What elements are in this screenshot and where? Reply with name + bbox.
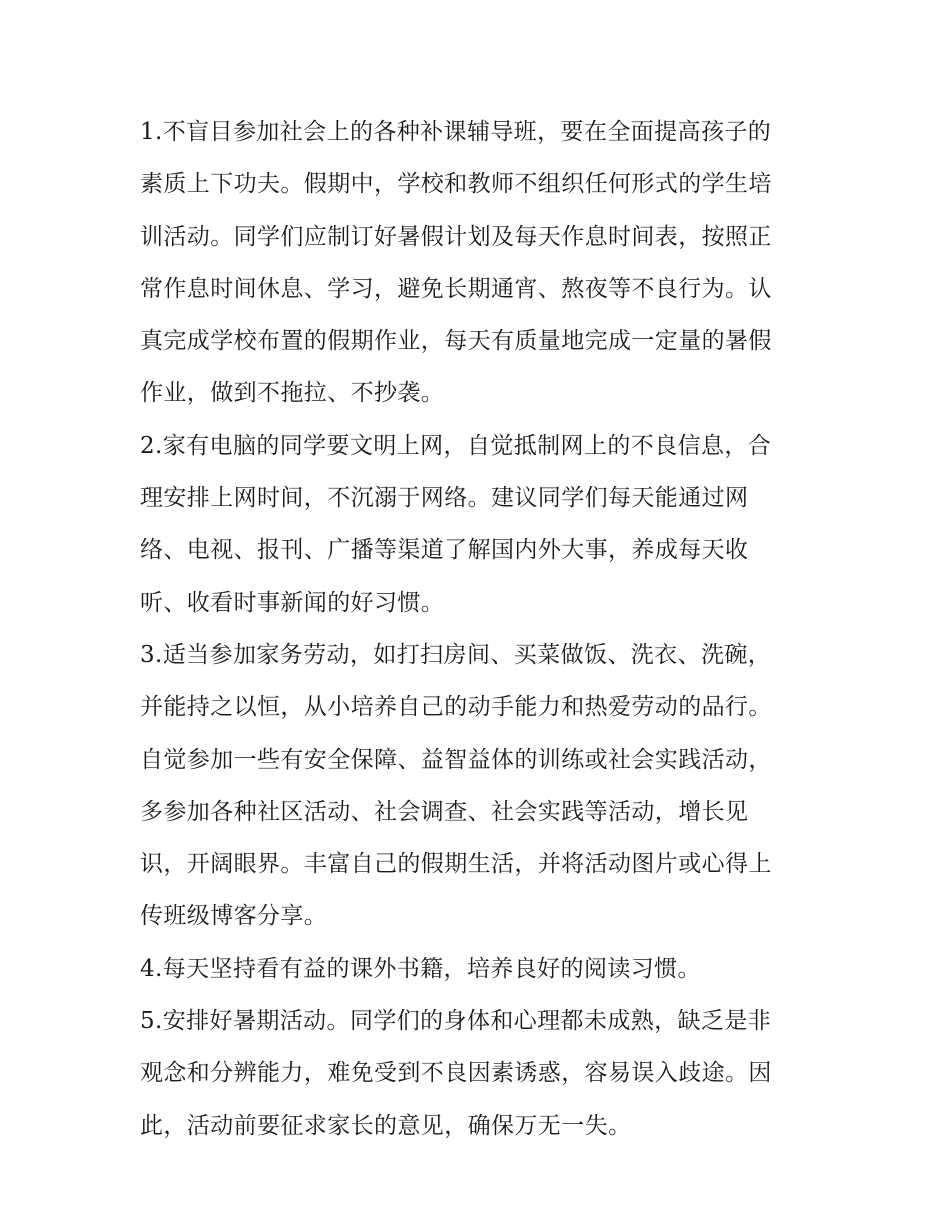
text-line: 听、收看时事新闻的好习惯。 [140, 589, 445, 616]
text-line: 传班级博客分享。 [140, 903, 328, 930]
text-line: 理安排上网时间，不沉溺于网络。建议同学们每天能通过网 [140, 485, 749, 512]
text-line: 多参加各种社区活动、社会调查、社会实践等活动，增长见 [140, 798, 749, 825]
text-line: 自觉参加一些有安全保障、益智益体的训练或社会实践活动， [140, 746, 772, 773]
text-line: 真完成学校布置的假期作业，每天有质量地完成一定量的暑假 [140, 328, 772, 355]
text-line: 3.适当参加家务劳动，如打扫房间、买菜做饭、洗衣、洗碗， [140, 641, 772, 668]
text-line: 2.家有电脑的同学要文明上网，自觉抵制网上的不良信息，合 [140, 432, 772, 459]
text-line: 训活动。同学们应制订好暑假计划及每天作息时间表，按照正 [140, 223, 772, 250]
text-line: 识，开阔眼界。丰富自己的假期生活，并将活动图片或心得上 [140, 851, 772, 878]
text-line: 1.不盲目参加社会上的各种补课辅导班，要在全面提高孩子的 [140, 119, 772, 145]
text-line: 常作息时间休息、学习，避免长期通宵、熬夜等不良行为。认 [140, 275, 772, 302]
text-line: 络、电视、报刊、广播等渠道了解国内外大事，养成每天收 [140, 537, 749, 564]
text-line: 素质上下功夫。假期中，学校和教师不组织任何形式的学生培 [140, 171, 772, 198]
text-line: 并能持之以恒，从小培养自己的动手能力和热爱劳动的品行。 [140, 694, 772, 721]
text-line: 观念和分辨能力，难免受到不良因素诱惑，容易误入歧途。因 [140, 1060, 772, 1087]
document-body [140, 106, 820, 1152]
text-line: 5.安排好暑期活动。同学们的身体和心理都未成熟，缺乏是非 [140, 1008, 772, 1035]
text-line: 作业，做到不拖拉、不抄袭。 [140, 380, 445, 407]
text-line: 此，活动前要征求家长的意见，确保万无一失。 [140, 1112, 632, 1139]
text-line: 4.每天坚持看有益的课外书籍，培养良好的阅读习惯。 [140, 955, 701, 982]
